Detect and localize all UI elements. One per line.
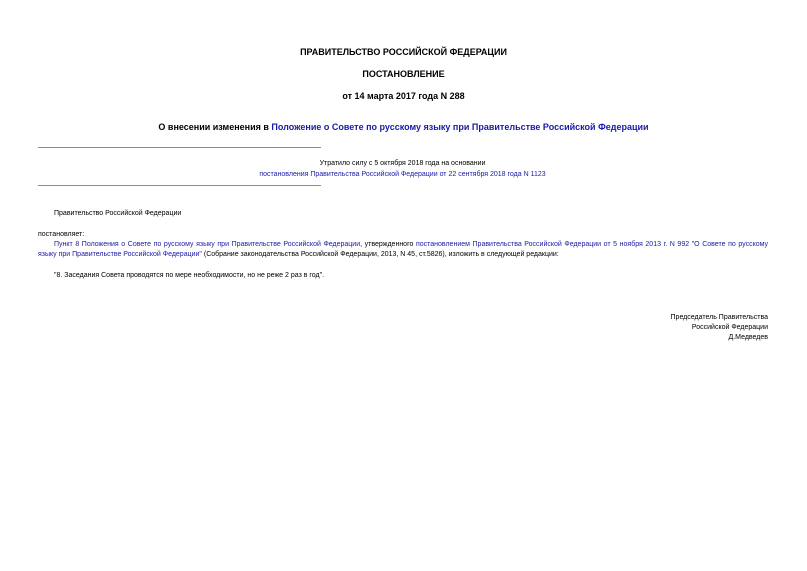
- signature-name: Д.Медведев: [728, 334, 768, 341]
- main-text-1: , утвержденного: [360, 241, 416, 248]
- document-type: ПОСТАНОВЛЕНИЕ: [362, 69, 445, 79]
- title-regulation-link[interactable]: Положение о Совете по русскому языку при Правительстве Российской Федерации: [271, 122, 649, 132]
- issuing-authority: ПРАВИТЕЛЬСТВО РОССИЙСКОЙ ФЕДЕРАЦИИ: [300, 47, 507, 57]
- resolves-line: постановляет:: [38, 231, 85, 238]
- divider-bottom: [38, 185, 321, 186]
- new-wording-quote: "8. Заседания Совета проводятся по мере необходимости, но не реже 2 раз в год".: [54, 272, 325, 279]
- signature-org: Российской Федерации: [691, 324, 768, 331]
- government-line: Правительство Российской Федерации: [54, 210, 182, 217]
- status-note-link[interactable]: постановления Правительства Российской Федерации от 22 сентября 2018 года N 1123: [259, 171, 546, 178]
- main-paragraph: [38, 240, 768, 260]
- resolution-link[interactable]: постановлением Правительства Российской Федерации от 5 ноября 2013 г. N 992 "О Совете по русскому языку при Правительстве Российской Федерации": [38, 241, 768, 258]
- document-date-number: от 14 марта 2017 года N 288: [342, 91, 465, 101]
- status-note-text: Утратило силу с 5 октября 2018 года на основании: [319, 160, 486, 167]
- clause-link[interactable]: Пункт 8 Положения о Совете по русскому языку при Правительстве Российской Федерации: [54, 241, 361, 248]
- document-title: [0, 122, 807, 132]
- title-prefix: О внесении изменения в: [158, 122, 272, 132]
- main-text-2: (Собрание законодательства Российской Федерации, 2013, N 45, ст.5826), изложить в следующей редакции:: [201, 251, 559, 258]
- divider-top: [38, 147, 321, 148]
- signature-position: Председатель Правительства: [670, 314, 768, 321]
